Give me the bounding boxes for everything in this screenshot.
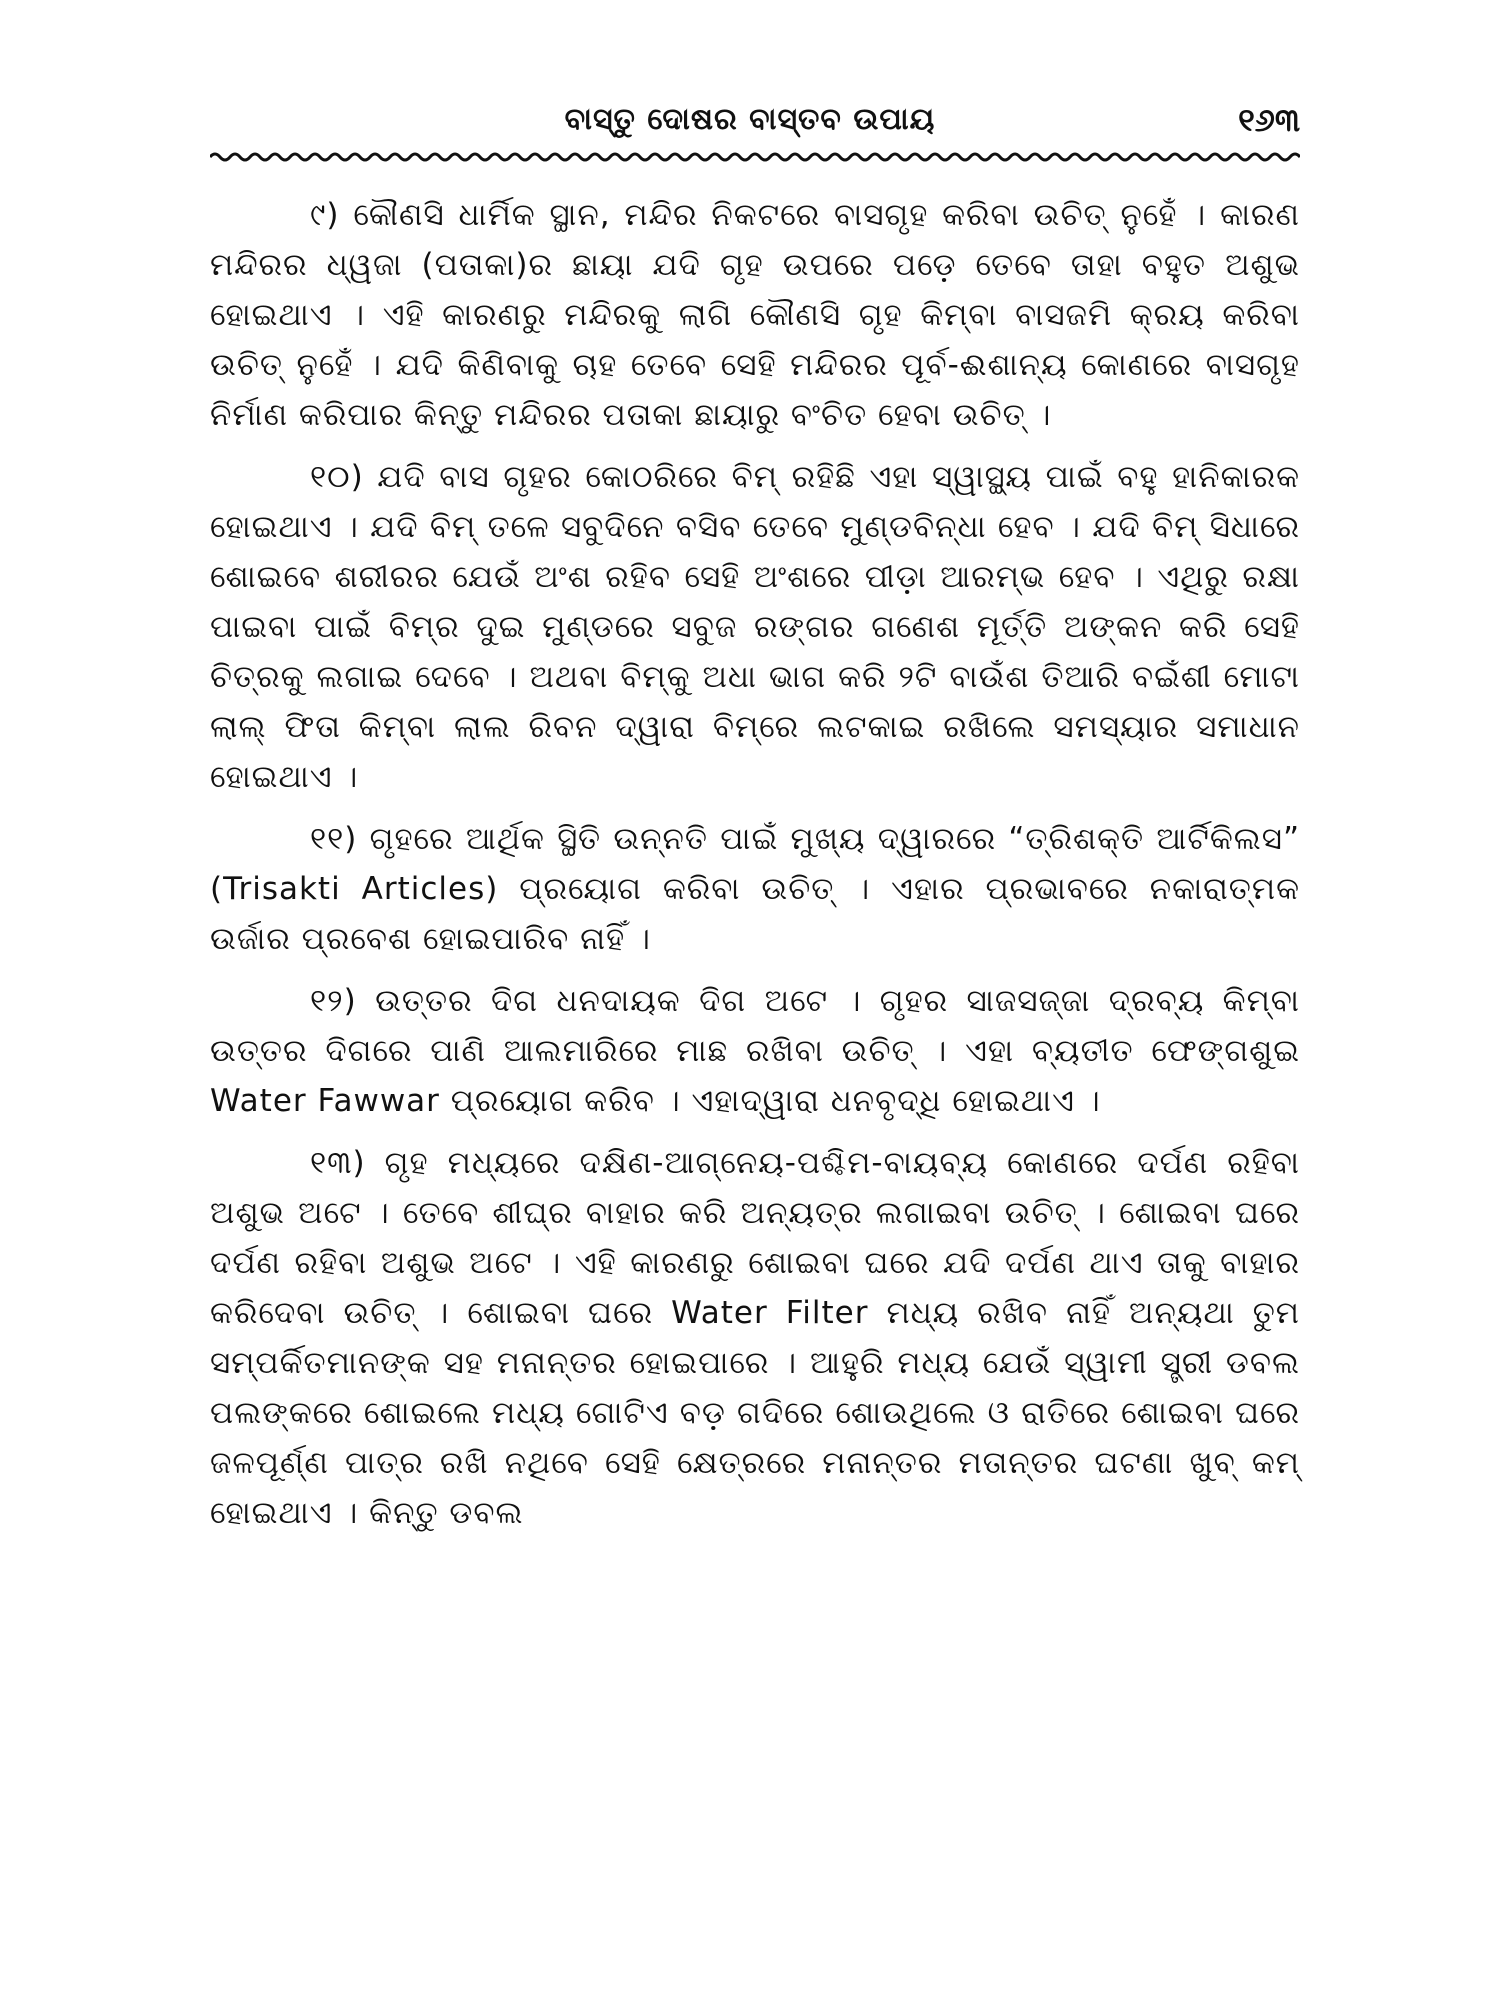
paragraph-11: ୧୧) ଗୃହରେ ଆର୍ଥିକ ସ୍ଥିତି ଉନ୍ନତି ପାଇଁ ମୁଖ୍ୟ ଦ୍ୱାରରେ “ତ୍ରିଶକ୍ତି ଆର୍ଟିକିଲସ” (Trisakti Articles) ପ୍ରୟୋଗ କରିବା ଉଚିତ୍ । ଏହାର ପ୍ରଭାବରେ ନକାରାତ୍ମକ ଉର୍ଜାର ପ୍ରବେଶ ହୋଇପାରିବ ନାହିଁ ।: [210, 821, 1300, 957]
paragraph-9: ୯) କୌଣସି ଧାର୍ମିକ ସ୍ଥାନ, ମନ୍ଦିର ନିକଟରେ ବାସଗୃହ କରିବା ଉଚିତ୍ ନୁହେଁ । କାରଣ ମନ୍ଦିରର ଧ୍ୱଜା (ପତାକା)ର ଛାୟା ଯଦି ଗୃହ ଉପରେ ପଡ଼େ ତେବେ ତାହା ବହୁତ ଅଶୁଭ ହୋଇଥାଏ । ଏହି କାରଣରୁ ମନ୍ଦିରକୁ ଲାଗି କୌଣସି ଗୃହ କିମ୍ବା ବାସଜମି କ୍ରୟ କରିବା ଉଚିତ୍ ନୁହେଁ । ଯଦି କିଣିବାକୁ ଚାହ ତେବେ ସେହି ମନ୍ଦିରର ପୂର୍ବ-ଈଶାନ୍ୟ କୋଣରେ ବାସଗୃହ ନିର୍ମାଣ କରିପାର କିନ୍ତୁ ମନ୍ଦିରର ପତାକା ଛାୟାରୁ ବଂଚିତ ହେବା ଉଚିତ୍ ।: [210, 197, 1300, 433]
running-header: [200, 100, 1300, 140]
paragraph-12: ୧୨) ଉତ୍ତର ଦିଗ ଧନଦାୟକ ଦିଗ ଅଟେ । ଗୃହର ସାଜସଜ୍ଜା ଦ୍ରବ୍ୟ କିମ୍ବା ଉତ୍ତର ଦିଗରେ ପାଣି ଆଲମାରିରେ ମାଛ ରଖିବା ଉଚିତ୍ । ଏହା ବ୍ୟତୀତ ଫେଙ୍ଗଶୁଇ Water Fawwar ପ୍ରୟୋଗ କରିବ । ଏହାଦ୍ୱାରା ଧନବୃଦ୍ଧି ହୋଇଥାଏ ।: [210, 983, 1300, 1119]
page-number: ୧୬୩: [1238, 101, 1300, 139]
running-title: ବାସ୍ତୁ ଦୋଷର ବାସ୍ତବ ଉପାୟ: [564, 102, 936, 137]
paragraph-13: ୧୩) ଗୃହ ମଧ୍ୟରେ ଦକ୍ଷିଣ-ଆଗ୍ନେୟ-ପଶ୍ଚିମ-ବାୟବ୍ୟ କୋଣରେ ଦର୍ପଣ ରହିବା ଅଶୁଭ ଅଟେ । ତେବେ ଶୀଘ୍ର ବାହାର କରି ଅନ୍ୟତ୍ର ଲଗାଇବା ଉଚିତ୍ । ଶୋଇବା ଘରେ ଦର୍ପଣ ରହିବା ଅଶୁଭ ଅଟେ । ଏହି କାରଣରୁ ଶୋଇବା ଘରେ ଯଦି ଦର୍ପଣ ଥାଏ ତାକୁ ବାହାର କରିଦେବା ଉଚିତ୍ । ଶୋଇବା ଘରେ Water Filter ମଧ୍ୟ ରଖିବ ନାହିଁ ଅନ୍ୟଥା ତୁମ ସମ୍ପର୍କିତମାନଙ୍କ ସହ ମନାନ୍ତର ହୋଇପାରେ । ଆହୁରି ମଧ୍ୟ ଯେଉଁ ସ୍ୱାମୀ ସ୍ତ୍ରୀ ଡବଲ ପଲଙ୍କରେ ଶୋଇଲେ ମଧ୍ୟ ଗୋଟିଏ ବଡ଼ ଗଦିରେ ଶୋଉଥିଲେ ଓ ରାତିରେ ଶୋଇବା ଘରେ ଜଳପୂର୍ଣ୍ଣ ପାତ୍ର ରଖି ନଥିବେ ସେହି କ୍ଷେତ୍ରରେ ମନାନ୍ତର ମତାନ୍ତର ଘଟଣା ଖୁବ୍ କମ୍ ହୋଇଥାଏ । କିନ୍ତୁ ଡବଲ: [210, 1145, 1300, 1531]
body-text: [210, 190, 1300, 1550]
paragraph-10: ୧୦) ଯଦି ବାସ ଗୃହର କୋଠରିରେ ବିମ୍ ରହିଛି ଏହା ସ୍ୱାସ୍ଥ୍ୟ ପାଇଁ ବହୁ ହାନିକାରକ ହୋଇଥାଏ । ଯଦି ବିମ୍ ତଳେ ସବୁଦିନେ ବସିବ ତେବେ ମୁଣ୍ଡବିନ୍ଧା ହେବ । ଯଦି ବିମ୍ ସିଧାରେ ଶୋଇବେ ଶରୀରର ଯେଉଁ ଅଂଶ ରହିବ ସେହି ଅଂଶରେ ପୀଡ଼ା ଆରମ୍ଭ ହେବ । ଏଥିରୁ ରକ୍ଷା ପାଇବା ପାଇଁ ବିମ୍‌ର ଦୁଇ ମୁଣ୍ଡରେ ସବୁଜ ରଙ୍ଗର ଗଣେଶ ମୂର୍ତ୍ତି ଅଙ୍କନ କରି ସେହି ଚିତ୍ରକୁ ଲଗାଇ ଦେବେ । ଅଥବା ବିମ୍‌କୁ ଅଧା ଭାଗ କରି ୨ଟି ବାଉଁଶ ତିଆରି ବଇଁଶୀ ମୋଟା ଲାଲ୍ ଫିତା କିମ୍ବା ଲାଲ ରିବନ ଦ୍ୱାରା ବିମ୍‌ରେ ଲଟକାଇ ରଖିଲେ ସମସ୍ୟାର ସମାଧାନ ହୋଇଥାଏ ।: [210, 459, 1300, 795]
header-wavy-rule: [210, 150, 1300, 164]
